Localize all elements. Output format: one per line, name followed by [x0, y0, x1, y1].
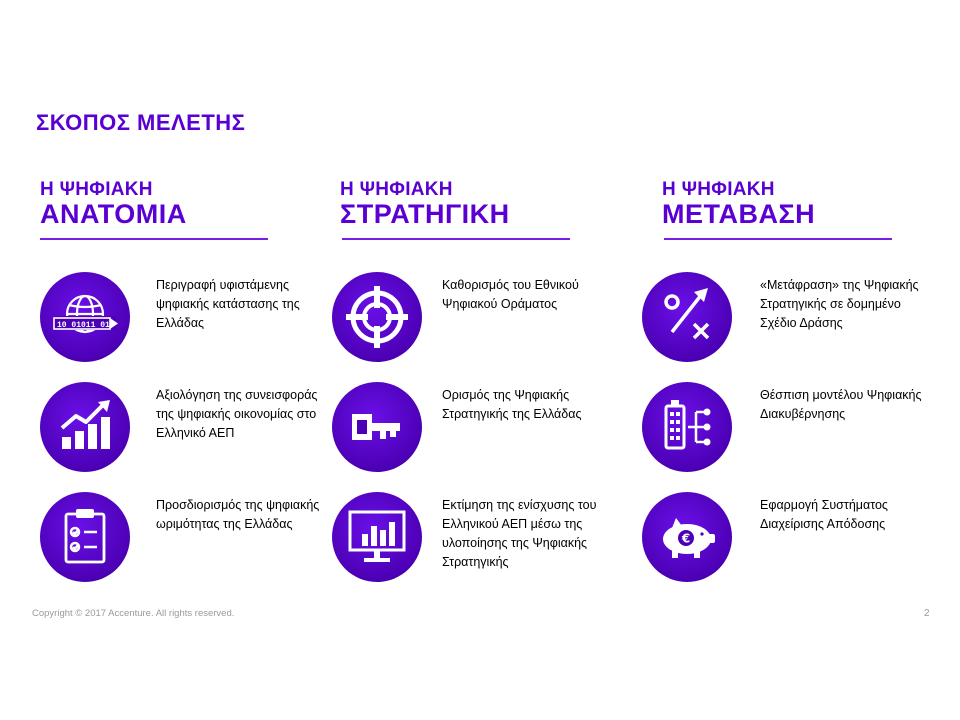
page-title: ΣΚΟΠΟΣ ΜΕΛΕΤΗΣ	[36, 110, 246, 135]
list-item	[340, 382, 640, 482]
column-divider	[342, 238, 570, 240]
list-item	[340, 272, 640, 372]
item-text: Εκτίμηση της ενίσχυσης του Ελληνικού ΑΕΠ μέσω της υλοποίησης της Ψηφιακής Στρατηγικής	[442, 498, 597, 569]
copyright-footer: Copyright © 2017 Accenture. All rights reserved.	[32, 608, 235, 619]
list-item	[662, 492, 960, 592]
list-item	[40, 382, 340, 482]
column-strategy	[340, 179, 630, 569]
item-text: Αξιολόγηση της συνεισφοράς της ψηφιακής οικονομίας στο Ελληνικό ΑΕΠ	[156, 388, 318, 440]
list-item	[340, 492, 640, 592]
building-network-icon	[642, 382, 732, 472]
item-text: «Μετάφραση» της Ψηφιακής Στρατηγικής σε δομημένο Σχέδιο Δράσης	[760, 278, 919, 330]
item-text: Προσδιορισμός της ψηφιακής ωριμότητας της Ελλάδας	[156, 498, 320, 531]
column-head-main: ΑΝΑΤΟΜΙΑ	[40, 199, 187, 229]
column-head-main: ΣΤΡΑΤΗΓΙΚΗ	[340, 199, 510, 229]
piggy-bank-euro-icon	[642, 492, 732, 582]
globe-binary-icon	[40, 272, 130, 362]
list-item	[40, 272, 340, 372]
list-item	[40, 492, 340, 592]
item-text: Εφαρμογή Συστήματος Διαχείρισης Απόδοσης	[760, 498, 888, 531]
column-head-top: Η ΨΗΦΙΑΚΗ	[662, 179, 775, 200]
column-head-top: Η ΨΗΦΙΑΚΗ	[40, 179, 153, 200]
percent-arrow-icon	[642, 272, 732, 362]
column-divider	[40, 238, 268, 240]
page-number: 2	[924, 608, 930, 619]
growth-chart-icon	[40, 382, 130, 472]
clipboard-checklist-icon	[40, 492, 130, 582]
column-head-main: ΜΕΤΑΒΑΣΗ	[662, 199, 816, 229]
list-item	[662, 272, 960, 372]
column-divider	[664, 238, 892, 240]
svg-text:10 01011 01: 10 01011 01	[57, 321, 110, 330]
svg-text:€: €	[681, 531, 691, 546]
item-text: Καθορισμός του Εθνικού Ψηφιακού Οράματος	[442, 278, 579, 311]
key-icon	[332, 382, 422, 472]
list-item	[662, 382, 960, 482]
column-transition	[662, 179, 952, 546]
item-text: Ορισμός της Ψηφιακής Στρατηγικής της Ελλάδας	[442, 388, 582, 421]
target-icon	[332, 272, 422, 362]
column-head-top: Η ΨΗΦΙΑΚΗ	[340, 179, 453, 200]
monitor-chart-icon	[332, 492, 422, 582]
item-text: Περιγραφή υφιστάμενης ψηφιακής κατάστασης της Ελλάδας	[156, 278, 300, 330]
column-anatomy	[40, 179, 330, 531]
item-text: Θέσπιση μοντέλου Ψηφιακής Διακυβέρνησης	[760, 388, 922, 421]
